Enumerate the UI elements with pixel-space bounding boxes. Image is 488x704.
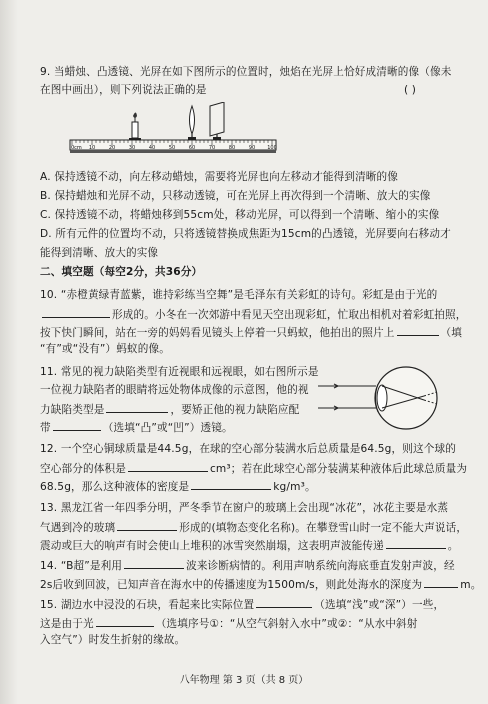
q14-blank-2[interactable] (424, 577, 458, 588)
q11-line2: 一位视力缺陷者的眼睛将远处物体成像的示意图，他的视 (40, 384, 309, 396)
page-edge-shadow (0, 0, 18, 704)
q10-line4: “有”或“没有”）蚂蚁的像。 (40, 343, 170, 355)
ruler-tick-label: 60 (188, 145, 196, 151)
section-title-fill-blank: 二、填空题（每空2分，共36分） (40, 266, 203, 278)
q12-line1: 12. 一个空心铜球质量是44.5g，在球的空心部分装满水后总质量是64.5g，则这个球的 (40, 443, 456, 455)
q14-line1-tail: 波来诊断病情的。利用声呐系统向海底垂直发射声波，经 (186, 560, 455, 572)
q10-blank-1[interactable] (42, 307, 110, 318)
eye-defect-figure (318, 364, 450, 434)
q10-line3-tail: （填 (440, 327, 463, 339)
convex-lens-icon (188, 106, 196, 140)
ruler-tick-label: 100 (267, 145, 277, 151)
q9-option-d-line1: D. 所有元件的位置均不动，只将透镜替换成焦距为15cm的凸透镜，光屏要向右移动才 (40, 228, 451, 240)
q13-line2-text: 气遇到冷的玻璃 (40, 522, 116, 534)
q9-stem-line2: 在图中画出），则下列说法正确的是 (40, 84, 207, 96)
q13-line2 (40, 520, 467, 535)
q13-line1: 13. 黑龙江省一年四季分明，严冬季节在窗户的玻璃上会出现“冰花”，冰花主要是水蒸 (40, 502, 449, 514)
q11-line1: 11. 常见的视力缺陷类型有近视眼和远视眼，如右图所示是 (40, 366, 319, 378)
q15-line1-text: 15. 湖边水中浸没的石块，看起来比实际位置 (40, 599, 255, 611)
q12-line2 (40, 461, 467, 476)
q11-line3-text: 力缺陷类型是 (40, 404, 105, 416)
q15-line3: 入空气”）时发生折射的缘故。 (40, 634, 186, 646)
q15-blank-2[interactable] (96, 616, 154, 627)
q14-line2-text: 2s后收到回波，已知声音在海水中的传播速度为1500m/s，则此处海水的深度为 (40, 579, 423, 591)
q9-stem-line1: 9. 当蜡烛、凸透镜、光屏在如下图所示的位置时，烛焰在光屏上恰好成清晰的像（像未 (40, 66, 452, 78)
q9-option-b: B. 保持蜡烛和光屏不动，只移动透镜，可在光屏上再次得到一个清晰、放大的实像 (40, 190, 431, 202)
q14-line2-tail: m。 (460, 579, 482, 591)
q12-line2-tail: cm³；若在此球空心部分装满某种液体后此球总质量为 (209, 463, 468, 475)
q15-line2-text: 这是由于光 (40, 618, 94, 630)
q15-line1 (40, 597, 444, 612)
q14-line1-text: 14. “B超”是利用 (40, 560, 123, 572)
candle-icon (129, 113, 141, 141)
q11-blank-1[interactable] (106, 402, 168, 413)
q10-line3 (40, 325, 462, 340)
ruler-tick-label: 90 (248, 145, 256, 151)
q12-blank-1[interactable] (128, 461, 208, 472)
q10-line3-text: 按下快门瞬间，站在一旁的妈妈看见镜头上停着一只蚂蚁，他拍出的照片上 (40, 327, 395, 339)
q14-line1 (40, 558, 455, 573)
q12-line2-text: 空心部分的体积是 (40, 463, 126, 475)
q11-blank-2[interactable] (53, 420, 101, 431)
light-screen-icon (210, 102, 224, 140)
q12-line3-text: 68.5g，那么这种液体的密度是 (40, 481, 190, 493)
q12-line3 (40, 479, 316, 494)
q15-line2-tail: （选填序号①：“从空气斜射入水中”或②：“从水中斜射 (155, 618, 418, 630)
q15-blank-1[interactable] (256, 597, 312, 608)
q13-line3 (40, 538, 459, 553)
q12-blank-2[interactable] (191, 479, 271, 490)
q15-line1-tail: （选填“浅”或“深”）一些， (314, 599, 445, 611)
q10-blank-2[interactable] (397, 325, 439, 336)
q10-line1: 10. “赤橙黄绿青蓝紫，谁持彩练当空舞”是毛泽东有关彩虹的诗句。彩虹是由于光的 (40, 289, 438, 301)
q9-option-c: C. 保持透镜不动，将蜡烛移到55cm处，移动光屏，可以得到一个清晰、缩小的实像 (40, 209, 440, 221)
q11-line3-tail: ，要矫正他的视力缺陷应配 (170, 404, 300, 416)
ruler-tick-label: 0cm (71, 145, 82, 151)
page-footer: 八年物理 第 3 页（共 8 页） (179, 675, 309, 686)
ruler-tick-label: 30 (128, 145, 136, 151)
q9-answer-paren: ( ) (404, 84, 417, 96)
q13-line3-text: 震动或巨大的响声有时会使山上堆积的冰雪突然崩塌，这表明声波能传递 (40, 540, 384, 552)
ruler-tick-label: 10 (88, 145, 96, 151)
q13-blank-1[interactable] (117, 520, 177, 531)
ruler-tick-label: 50 (168, 145, 176, 151)
ruler-tick-label: 20 (108, 145, 116, 151)
q11-line3 (40, 402, 299, 417)
q14-blank-1[interactable] (124, 558, 184, 569)
q9-option-a: A. 保持透镜不动，向左移动蜡烛，需要将光屏也向左移动才能得到清晰的像 (40, 171, 399, 183)
q10-line2-text: 形成的。小冬在一次郊游中看见天空出现彩虹，忙取出相机对着彩虹拍照， (112, 309, 467, 321)
q11-line4 (40, 420, 233, 435)
q14-line2 (40, 577, 482, 592)
optical-bench-figure (64, 102, 286, 164)
q11-line4-text: （选填“凸”或“凹”）透镜。 (102, 422, 233, 434)
q13-blank-2[interactable] (386, 538, 446, 549)
q13-line2-tail: 形成的(填物态变化名称)。在攀登雪山时一定不能大声说话， (179, 522, 468, 534)
q15-line2 (40, 616, 418, 631)
ruler-tick-label: 70 (208, 145, 216, 151)
q10-line2 (40, 307, 467, 322)
q11-line4-head: 带 (40, 422, 51, 434)
ruler-tick-label: 40 (148, 145, 156, 151)
q13-line3-tail: 。 (447, 540, 459, 552)
eyeball-icon (375, 367, 437, 429)
ruler-tick-label: 80 (228, 145, 236, 151)
q12-line3-tail: kg/m³。 (273, 481, 316, 493)
q9-option-d-line2: 能得到清晰、放大的实像 (40, 247, 159, 259)
